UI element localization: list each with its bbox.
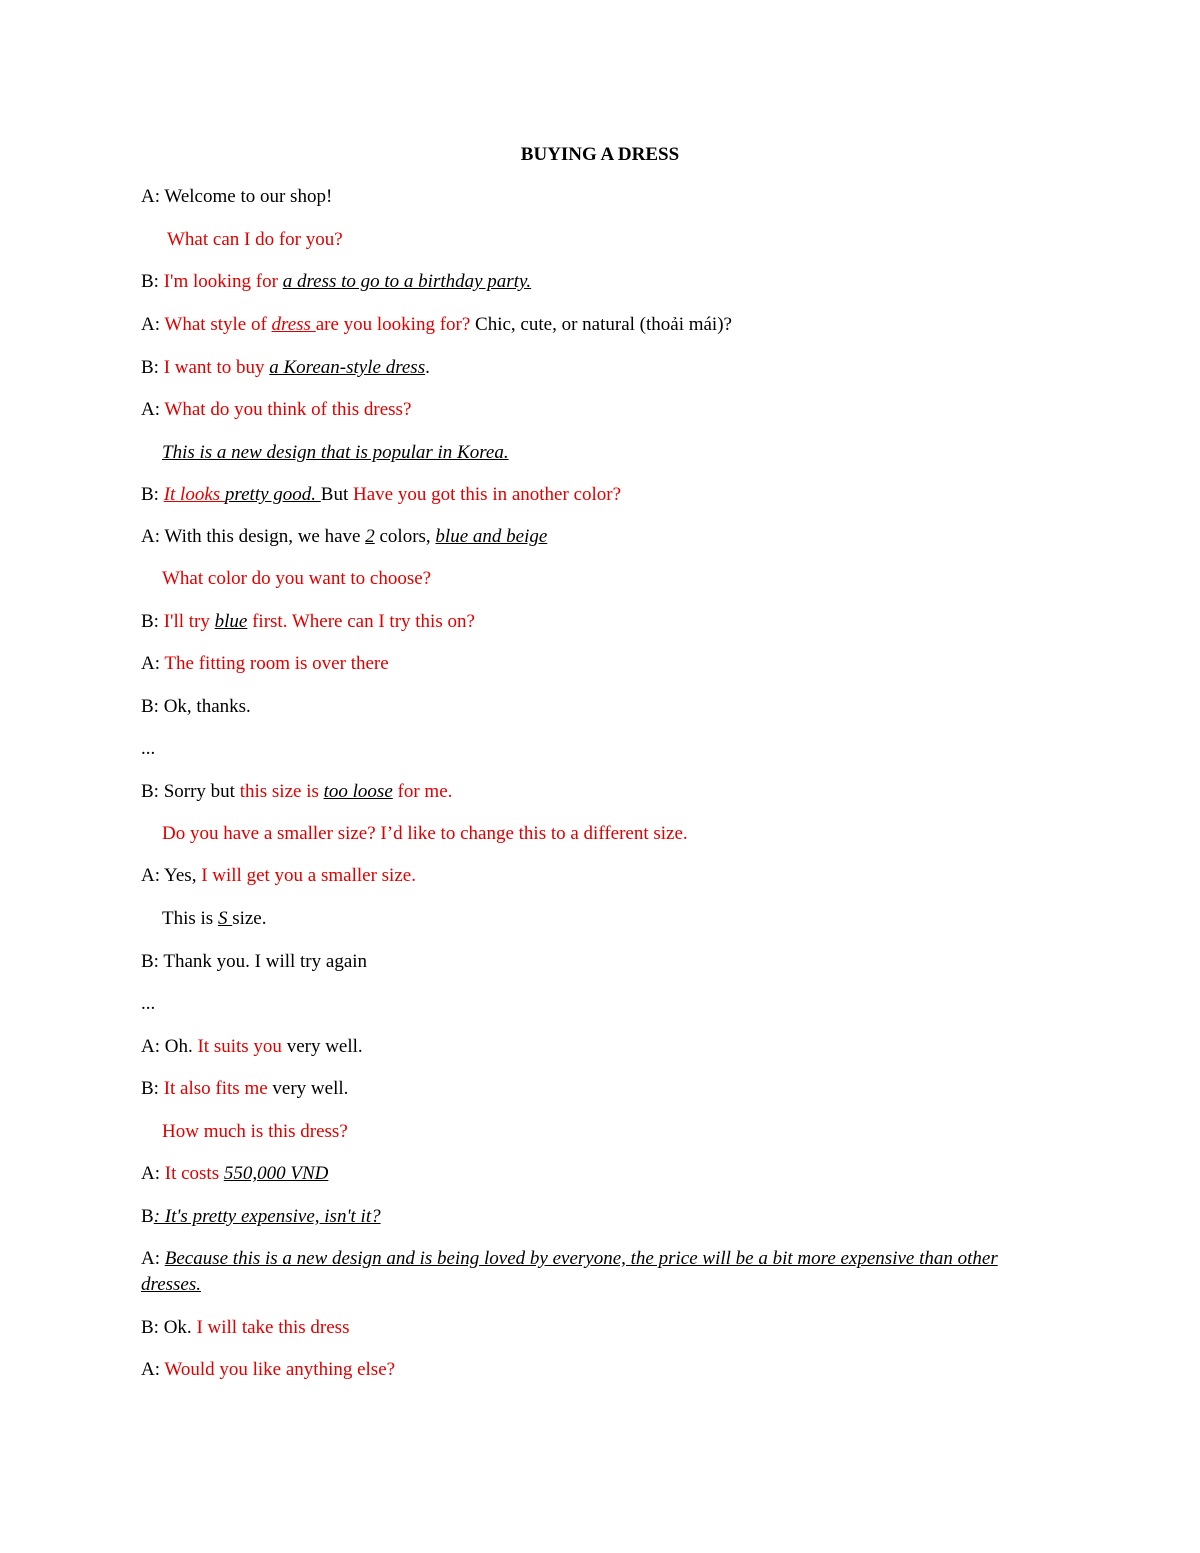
dialogue-line xyxy=(141,694,251,720)
dialogue-text-segment: What can I do for you? xyxy=(167,229,343,250)
dialogue-text-segment: B: xyxy=(141,1078,164,1099)
dialogue-text-segment: The fitting room is over there xyxy=(164,653,389,674)
dialogue-text-segment: B: xyxy=(141,781,164,802)
dialogue-text-segment: I will take this dress xyxy=(196,1317,350,1338)
dialogue-text-segment: Would you like anything else? xyxy=(164,1359,396,1380)
dialogue-text-segment: B: xyxy=(141,357,164,378)
dialogue-text-segment: Thank you. I will try again xyxy=(163,951,368,972)
dialogue-text-segment: B: xyxy=(141,611,164,632)
dialogue-text-segment: But xyxy=(320,484,353,505)
dialogue-text-segment: It looks xyxy=(163,484,225,505)
dialogue-text-segment: are you looking for? xyxy=(315,314,476,335)
document-title: BUYING A DRESS xyxy=(520,144,680,165)
dialogue-text-segment: ... xyxy=(141,738,156,759)
dialogue-text-segment: A: xyxy=(141,526,165,547)
dialogue-text-segment: first. Where can I try this on? xyxy=(247,611,475,632)
dialogue-line xyxy=(141,269,531,295)
dialogue-text-segment: What style of xyxy=(164,314,272,335)
dialogue-text-segment: This is a new design that is popular in Korea. xyxy=(162,442,509,463)
dialogue-text-segment: Yes, xyxy=(164,865,202,886)
dialogue-text-segment: A: xyxy=(141,865,165,886)
dialogue-text-segment: What do you think of this dress? xyxy=(164,399,412,420)
dialogue-line xyxy=(141,1246,1041,1298)
dialogue-text-segment: How much is this dress? xyxy=(162,1121,348,1142)
dialogue-text-segment: this size is xyxy=(239,781,324,802)
dialogue-text-segment: What color do you want to choose? xyxy=(162,568,432,589)
dialogue-text-segment: Sorry but xyxy=(163,781,240,802)
dialogue-text-segment: Ok. xyxy=(163,1317,197,1338)
dialogue-text-segment: dress xyxy=(271,314,316,335)
dialogue-text-segment: Do you have a smaller size? I’d like to change this to a different size. xyxy=(162,823,688,844)
dialogue-text-segment: With this design, we have xyxy=(164,526,366,547)
dialogue-text-segment: Ok, thanks. xyxy=(163,696,251,717)
dialogue-text-segment: This is xyxy=(162,908,218,929)
dialogue-line xyxy=(162,821,688,847)
dialogue-text-segment: Chic, cute, or natural (thoải mái)? xyxy=(475,314,732,335)
dialogue-text-segment: Because this is a new design and is being loved by everyone, the price will be a bit more expensive than other dresses. xyxy=(141,1248,998,1295)
dialogue-text-segment: B: xyxy=(141,271,164,292)
dialogue-line xyxy=(141,779,452,805)
dialogue-line xyxy=(167,227,343,253)
dialogue-line xyxy=(141,949,367,975)
dialogue-text-segment: B: xyxy=(141,1317,164,1338)
dialogue-text-segment: 550,000 VND xyxy=(223,1163,329,1184)
dialogue-line xyxy=(141,1357,395,1383)
dialogue-text-segment: A: xyxy=(141,314,165,335)
dialogue-line xyxy=(162,906,267,932)
dialogue-text-segment: S xyxy=(217,908,233,929)
dialogue-text-segment: A: xyxy=(141,1359,165,1380)
dialogue-line xyxy=(141,651,389,677)
dialogue-line xyxy=(162,1119,348,1145)
dialogue-line xyxy=(141,397,411,423)
dialogue-text-segment: A: xyxy=(141,1163,165,1184)
dialogue-line xyxy=(141,312,732,338)
dialogue-line xyxy=(141,863,416,889)
dialogue-line xyxy=(141,1204,381,1230)
dialogue-text-segment: I want to buy xyxy=(163,357,270,378)
dialogue-text-segment: Oh. xyxy=(164,1036,198,1057)
dialogue-line xyxy=(141,1161,328,1187)
dialogue-text-segment: I'll try xyxy=(163,611,215,632)
dialogue-text-segment: I will get you a smaller size. xyxy=(201,865,416,886)
dialogue-text-segment: : It's pretty expensive, isn't it? xyxy=(153,1206,381,1227)
dialogue-text-segment: . xyxy=(425,357,430,378)
dialogue-line xyxy=(162,566,431,592)
dialogue-line xyxy=(141,609,475,635)
dialogue-text-segment: for me. xyxy=(392,781,453,802)
dialogue-text-segment: too loose xyxy=(323,781,393,802)
dialogue-text-segment: colors, xyxy=(374,526,436,547)
dialogue-line xyxy=(141,1034,363,1060)
dialogue-line xyxy=(141,524,547,550)
dialogue-line xyxy=(141,184,332,210)
dialogue-text-segment: pretty good. xyxy=(224,484,321,505)
dialogue-text-segment: It costs xyxy=(164,1163,224,1184)
dialogue-text-segment: B: xyxy=(141,951,164,972)
dialogue-text-segment: B: xyxy=(141,696,164,717)
dialogue-text-segment: B: xyxy=(141,484,164,505)
dialogue-text-segment: A: xyxy=(141,186,165,207)
dialogue-text-segment: It suits you xyxy=(197,1036,287,1057)
dialogue-line xyxy=(141,736,155,762)
dialogue-text-segment: 2 xyxy=(365,526,375,547)
dialogue-text-segment: Welcome to our shop! xyxy=(164,186,333,207)
dialogue-text-segment: a Korean-style dress xyxy=(269,357,426,378)
dialogue-line xyxy=(141,1076,348,1102)
dialogue-line xyxy=(162,440,509,466)
dialogue-text-segment: B xyxy=(141,1206,154,1227)
dialogue-text-segment: A: xyxy=(141,399,165,420)
dialogue-text-segment: I'm looking for xyxy=(163,271,283,292)
dialogue-text-segment: A: xyxy=(141,1248,165,1269)
dialogue-text-segment: It also fits me xyxy=(163,1078,273,1099)
dialogue-text-segment: blue xyxy=(214,611,248,632)
dialogue-line xyxy=(141,1315,349,1341)
dialogue-text-segment: size. xyxy=(232,908,267,929)
dialogue-line xyxy=(141,355,430,381)
dialogue-text-segment: A: xyxy=(141,1036,165,1057)
dialogue-line xyxy=(141,991,155,1017)
dialogue-text-segment: a dress to go to a birthday party. xyxy=(282,271,532,292)
dialogue-text-segment: ... xyxy=(141,993,156,1014)
dialogue-text-segment: very well. xyxy=(272,1078,349,1099)
dialogue-text-segment: A: xyxy=(141,653,165,674)
dialogue-line xyxy=(141,482,621,508)
dialogue-text-segment: very well. xyxy=(286,1036,363,1057)
dialogue-text-segment: blue and beige xyxy=(435,526,548,547)
dialogue-text-segment: Have you got this in another color? xyxy=(353,484,622,505)
